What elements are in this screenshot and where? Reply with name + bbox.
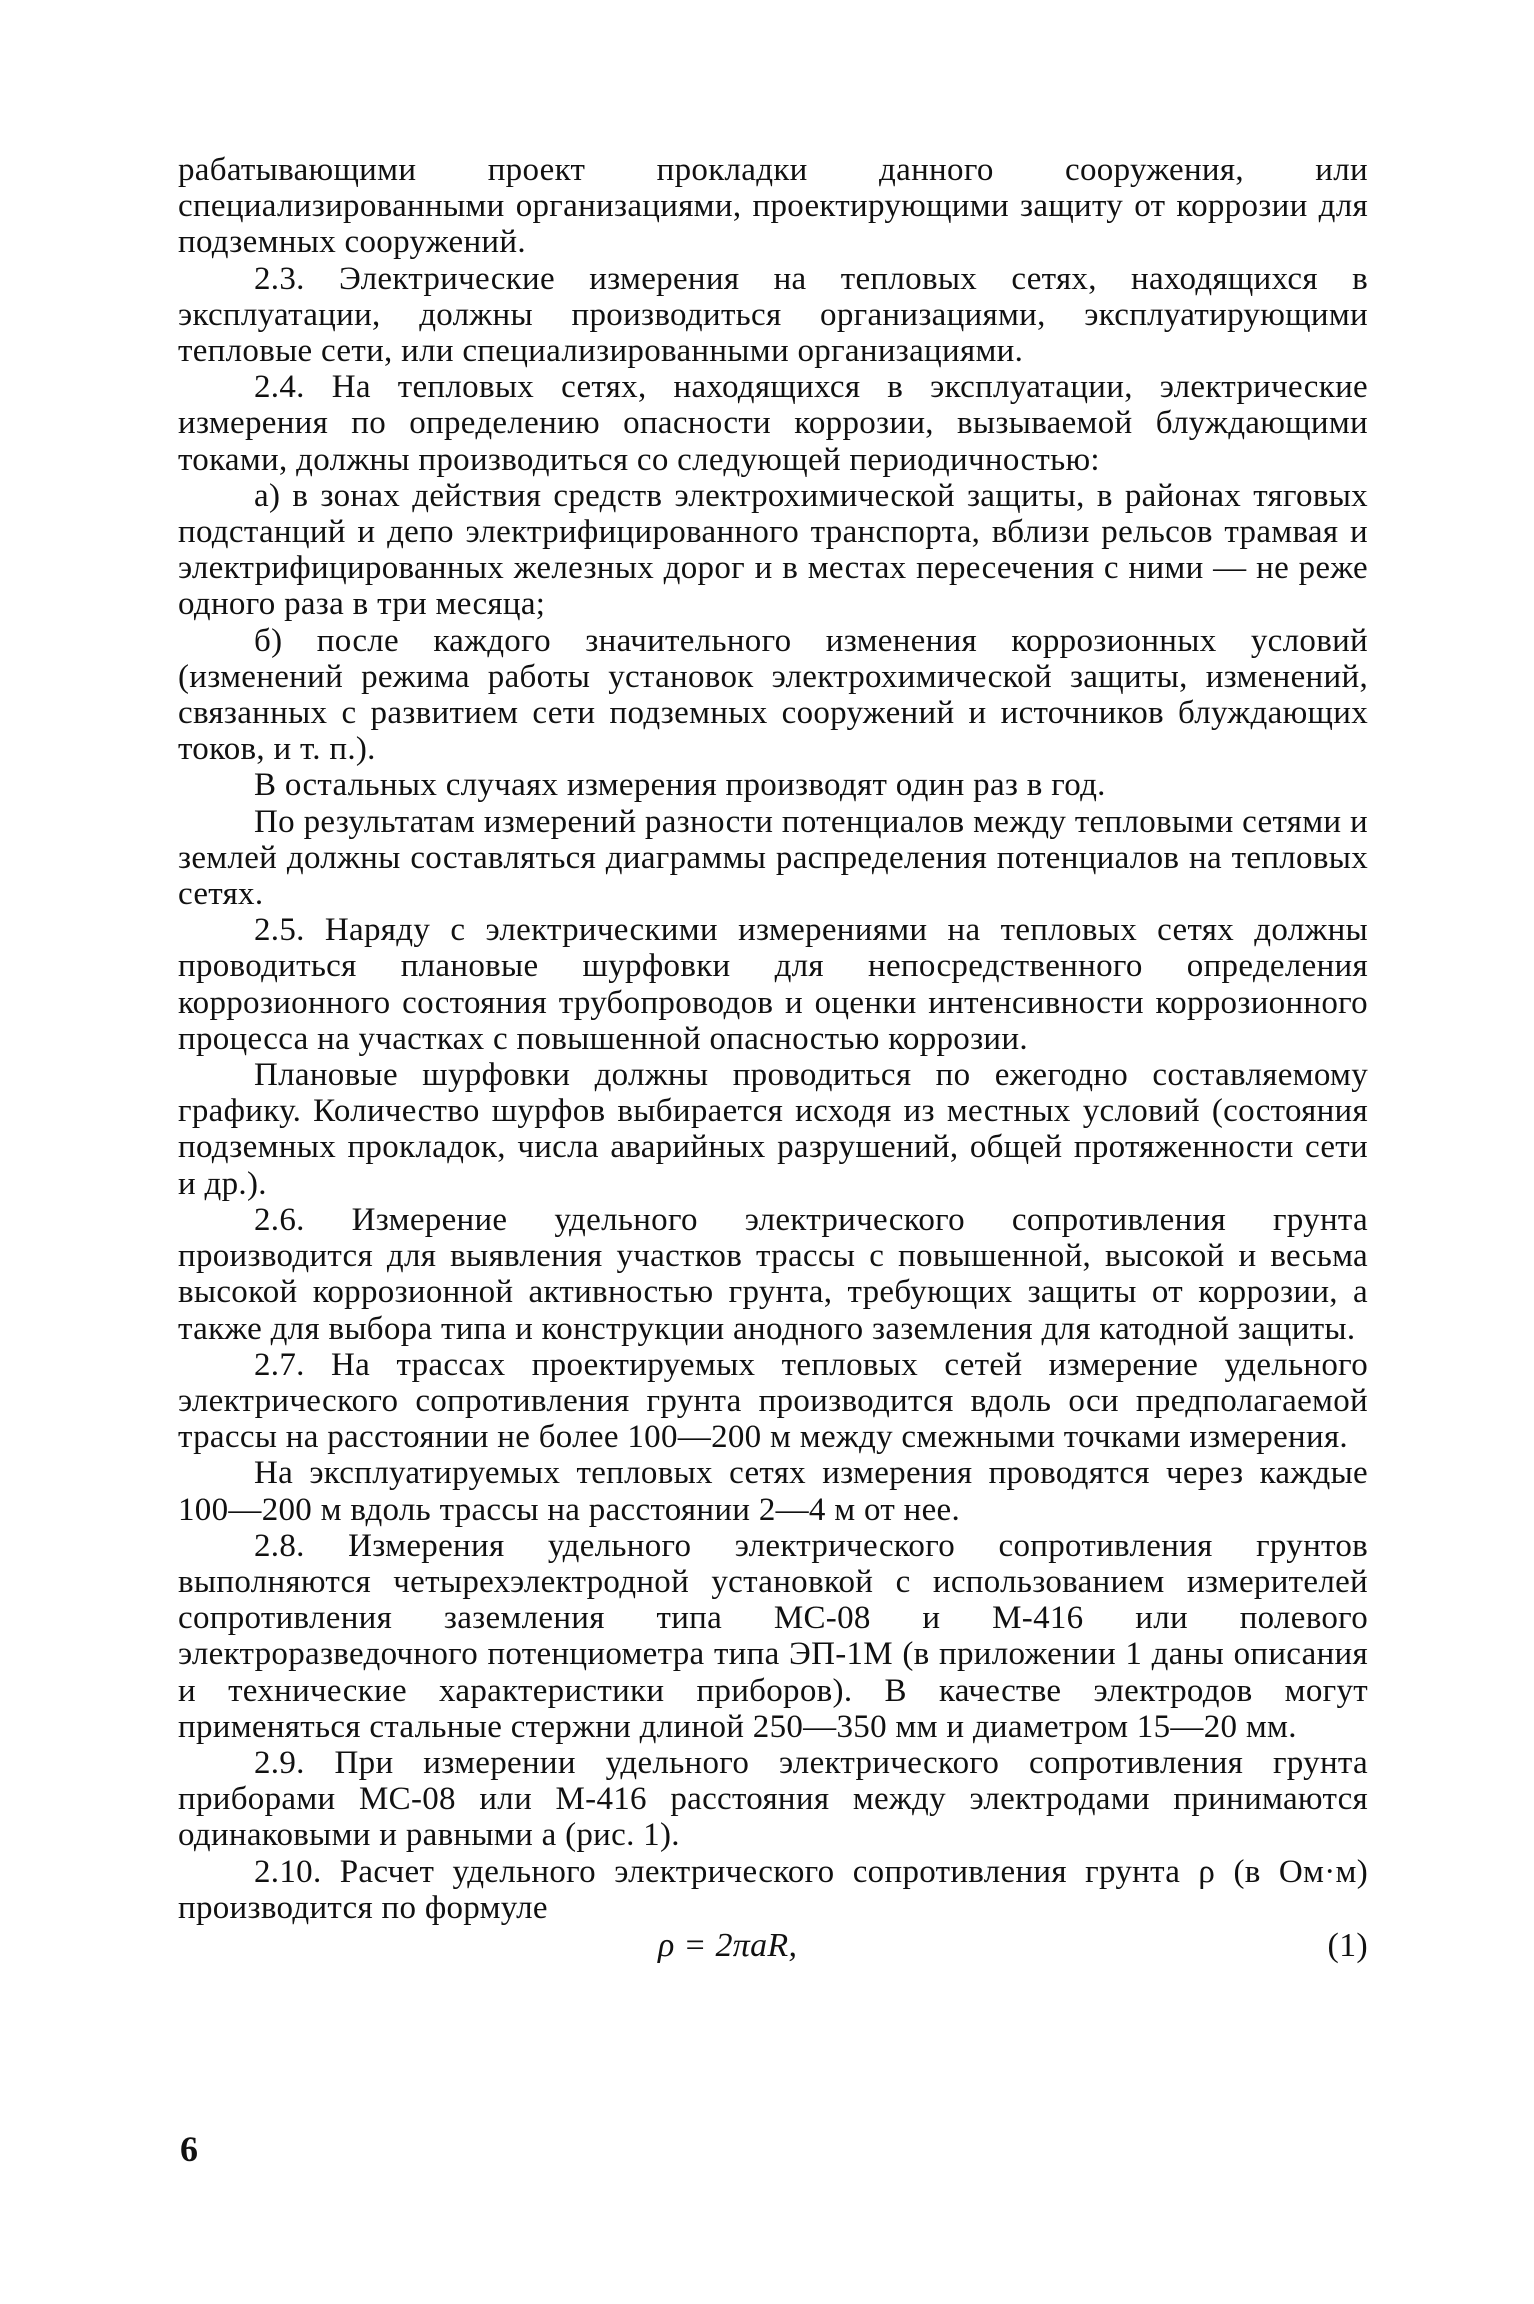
formula-expression: ρ = 2πaR, xyxy=(658,1926,798,1964)
paragraph-2-9: 2.9. При измерении удельного электрического сопротивления грунта приборами МС-08 или М-416 расстояния между электродами принимаются одинаковыми и равными a (рис. 1). xyxy=(178,1744,1368,1854)
paragraph-2-3: 2.3. Электрические измерения на тепловых сетях, находящихся в эксплуатации, должны производиться организациями, эксплуатирующими тепловые сети, или специализированными организациями. xyxy=(178,260,1368,370)
paragraph-item-b: б) после каждого значительного изменения коррозионных условий (изменений режима работы установок электрохимической защиты, изменений, связанных с развитием сети подземных сооружений и источников блуждающих токов, и т. п.). xyxy=(178,622,1368,768)
paragraph-operated-networks: На эксплуатируемых тепловых сетях измерения проводятся через каждые 100—200 м вдоль трассы на расстоянии 2—4 м от нее. xyxy=(178,1455,1368,1528)
paragraph-continuation: рабатывающими проект прокладки данного сооружения, или специализированными организациями, проектирующими защиту от коррозии для подземных сооружений. xyxy=(178,152,1368,261)
formula-number: (1) xyxy=(1327,1926,1368,1964)
paragraph-diagrams: По результатам измерений разности потенциалов между тепловыми сетями и землей должны составляться диаграммы распределения потенциалов на тепловых сетях. xyxy=(178,803,1368,913)
paragraph-2-6: 2.6. Измерение удельного электрического сопротивления грунта производится для выявления участков трассы с повышенной, высокой и весьма высокой коррозионной активностью грунта, требующих защиты от коррозии, а также для выбора типа и конструкции анодного заземления для катодной защиты. xyxy=(178,1201,1368,1347)
paragraph-2-4: 2.4. На тепловых сетях, находящихся в эксплуатации, электрические измерения по определению опасности коррозии, вызываемой блуждающими токами, должны производиться со следующей периодичностью: xyxy=(178,369,1368,478)
paragraph-other-cases: В остальных случаях измерения производят один раз в год. xyxy=(254,767,1106,804)
paragraph-planned-pits: Плановые шурфовки должны проводиться по ежегодно составляемому графику. Количество шурфов выбирается исходя из местных условий (состояния подземных прокладок, числа аварийных разрушений, общей протяженности сети и др.). xyxy=(178,1057,1368,1202)
paragraph-2-5: 2.5. Наряду с электрическими измерениями на тепловых сетях должны проводиться плановые шурфовки для непосредственного определения коррозионного состояния трубопроводов и оценки интенсивности коррозионного процесса на участках с повышенной опасностью коррозии. xyxy=(178,912,1368,1057)
paragraph-item-a: а) в зонах действия средств электрохимической защиты, в районах тяговых подстанций и депо электрифицированного транспорта, вблизи рельсов трамвая и электрифицированных железных дорог и в местах пересечения с ними — не реже одного раза в три месяца; xyxy=(178,477,1368,623)
paragraph-2-7: 2.7. На трассах проектируемых тепловых сетей измерение удельного электрического сопротивления грунта производится вдоль оси предполагаемой трассы на расстоянии не более 100—200 м между смежными точками измерения. xyxy=(178,1346,1368,1456)
paragraph-2-8: 2.8. Измерения удельного электрического сопротивления грунтов выполняются четырехэлектродной установкой с использованием измерителей сопротивления заземления типа МС-08 и М-416 или полевого электроразведочного потенциометра типа ЭП-1М (в приложении 1 даны описания и технические характеристики приборов). В качестве электродов могут применяться стальные стержни длиной 250—350 мм и диаметром 15—20 мм. xyxy=(178,1527,1368,1745)
page-number: 6 xyxy=(180,2129,198,2169)
body-text xyxy=(178,152,1368,1968)
paragraph-2-10: 2.10. Расчет удельного электрического сопротивления грунта ρ (в Ом·м) производится по формуле xyxy=(178,1853,1368,1926)
formula-row xyxy=(178,1928,1368,1968)
